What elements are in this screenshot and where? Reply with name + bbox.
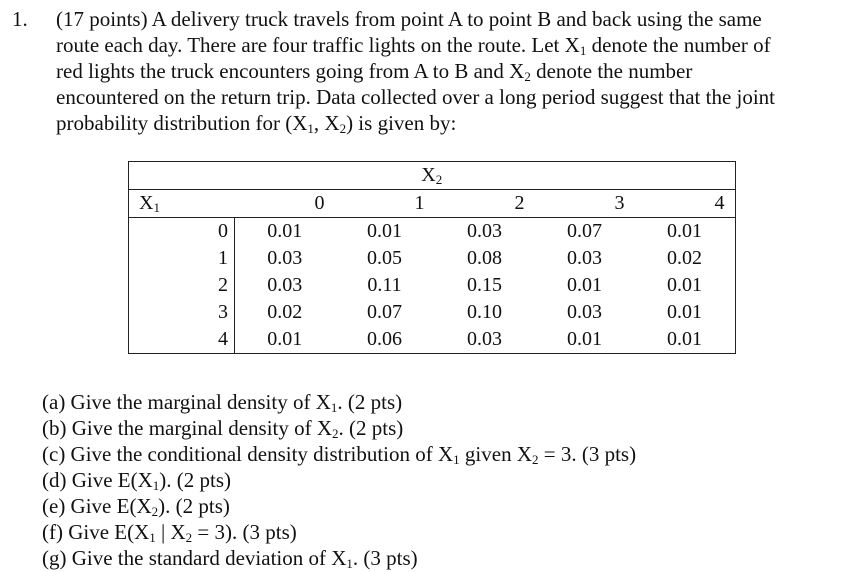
table-cell: 0.07 [567, 220, 602, 242]
table-cell: 0.01 [535, 326, 635, 354]
x2-label: $X_2$ [129, 162, 736, 190]
problem-line-5: probability distribution for ($X_1$, $X_2$) is given by: [56, 111, 457, 136]
table-header-x2 [129, 162, 736, 190]
table-cell: 0.07 [367, 301, 402, 323]
col-header: 2 [435, 190, 535, 218]
problem-line-4: encountered on the return trip. Data collected over a long period suggest that the joint [56, 85, 776, 109]
table-cell: 0.01 [235, 326, 335, 354]
question-b: (b) Give the marginal density of $X_2$. (2 pts) [42, 416, 404, 441]
table-cell: 0.01 [367, 220, 402, 242]
table-cell: 0.06 [335, 326, 435, 354]
problem-number: 1. [12, 7, 28, 31]
table-cell: 0.01 [635, 218, 736, 246]
question-list [42, 389, 636, 571]
table-cell: 0.03 [467, 220, 502, 242]
row-header: 0 [194, 218, 235, 246]
table-row [129, 245, 736, 272]
table-cell: 0.10 [467, 301, 502, 323]
problem-text [56, 6, 775, 136]
table-cell: 0.08 [467, 247, 502, 269]
col-header: 1 [335, 190, 435, 218]
problem-line-2: route each day. There are four traffic lights on the route. Let $X_1$ denote the number of [56, 33, 771, 58]
col-header: 4 [635, 190, 736, 218]
table-cell: 0.03 [567, 247, 602, 269]
x1-label: $X_1$ [129, 190, 195, 218]
table-cell: 0.11 [367, 274, 402, 296]
table-cell: 0.03 [567, 301, 602, 323]
table-row [129, 326, 736, 354]
problem-line-1: (17 points) A delivery truck travels from point A to point B and back using the same [56, 7, 762, 31]
row-header: 3 [194, 299, 235, 326]
table-row [129, 272, 736, 299]
table-cell: 0.15 [467, 274, 502, 296]
row-header: 2 [194, 272, 235, 299]
table-cell: 0.02 [267, 301, 303, 323]
table-row [129, 218, 736, 246]
table-cell: 0.03 [435, 326, 535, 354]
problem-line-3: red lights the truck encounters going from A to B and $X_2$ denote the number [56, 59, 693, 84]
table-header-row [129, 190, 736, 218]
question-a: (a) Give the marginal density of $X_1$. (2 pts) [42, 390, 403, 415]
joint-probability-table [128, 161, 736, 354]
table-cell: 0.01 [567, 274, 602, 296]
table-cell: 0.01 [635, 272, 736, 299]
col-header: 3 [535, 190, 635, 218]
question-f: (f) Give $E(X_1$ | $X_2 = 3$). (3 pts) [42, 520, 297, 545]
table-cell: 0.05 [367, 247, 402, 269]
question-e: (e) Give $E(X_2)$. (2 pts) [42, 494, 230, 519]
table-cell: 0.02 [635, 245, 736, 272]
question-d: (d) Give $E(X_1)$. (2 pts) [42, 468, 232, 493]
col-header: 0 [235, 190, 335, 218]
table-cell: 0.03 [267, 247, 303, 269]
table-cell: 0.01 [635, 326, 736, 354]
table-cell: 0.01 [267, 220, 303, 242]
row-header: 4 [194, 326, 235, 354]
table-cell: 0.01 [635, 299, 736, 326]
question-c: (c) Give the conditional density distribution of $X_1$ given $X_2 = 3$. (3 pts) [42, 442, 637, 467]
table-row [129, 299, 736, 326]
table-cell: 0.03 [267, 274, 303, 296]
question-g: (g) Give the standard deviation of $X_1$. (3 pts) [42, 546, 418, 571]
row-header: 1 [194, 245, 235, 272]
